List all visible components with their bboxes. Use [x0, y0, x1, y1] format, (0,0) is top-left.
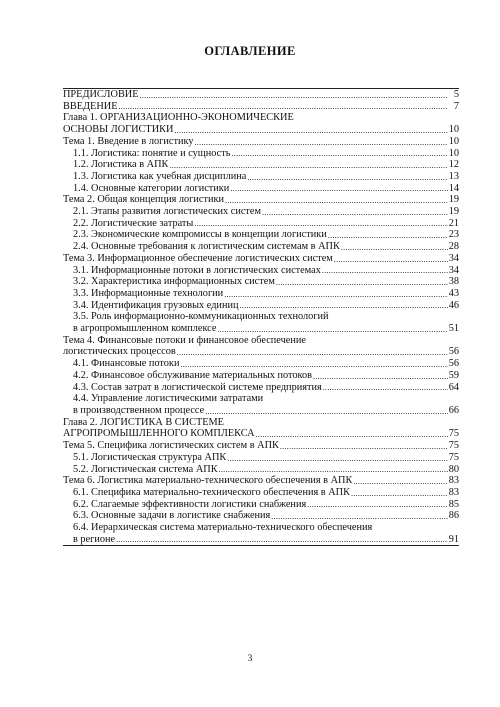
toc-entry[interactable] [63, 300, 459, 312]
toc-entry-line: 4.4. Управление логистическими затратами [73, 393, 264, 405]
toc-entry-page: 51 [448, 323, 459, 335]
toc-entry-title: в производственном процессе [73, 404, 205, 416]
toc-entry-page: 14 [448, 182, 459, 194]
toc-entry[interactable] [63, 136, 459, 148]
dot-leader [323, 382, 448, 393]
dot-leader [140, 90, 448, 101]
toc-entry-title: 3.2. Характеристика информационных систем [73, 276, 275, 288]
toc-entry-line: Глава 1. ОРГАНИЗАЦИОННО-ЭКОНОМИЧЕСКИЕ [63, 112, 294, 124]
toc-entry[interactable] [63, 89, 459, 101]
dot-leader [247, 172, 447, 183]
toc-entry-page: 7 [453, 100, 459, 112]
toc-entry-title: 4.1. Финансовые потоки [73, 358, 180, 370]
dot-leader [256, 429, 448, 440]
toc-entry-title: 3.3. Информационные технологии [73, 287, 224, 299]
toc-entry[interactable] [63, 148, 459, 160]
toc-entry[interactable] [63, 101, 459, 113]
toc-entry-title: логистических процессов [63, 346, 176, 358]
toc-entry[interactable] [63, 487, 459, 499]
dot-leader [180, 359, 447, 370]
toc-entry-page: 34 [448, 252, 459, 264]
toc-entry-title: в агропромышленном комплексе [73, 323, 217, 335]
toc-entry[interactable] [63, 253, 459, 265]
toc-entry[interactable] [63, 159, 459, 171]
toc-entry-page: 43 [448, 287, 459, 299]
toc-entry-line: Тема 4. Финансовые потоки и финансовое обеспечение [63, 334, 306, 346]
toc-entry-title: 6.1. Специфика материально-технического обеспечения в АПК [73, 486, 350, 498]
dot-leader [307, 499, 448, 510]
toc-entry-title: 1.2. Логистика в АПК [73, 159, 169, 171]
toc-entry-page: 46 [448, 299, 459, 311]
toc-entry-title: 3.4. Идентификация грузовых единиц [73, 299, 239, 311]
toc-entry[interactable] [63, 218, 459, 230]
dot-leader [322, 265, 448, 276]
toc-entry[interactable] [63, 452, 459, 464]
toc-entry[interactable] [63, 346, 459, 358]
dot-leader [205, 406, 448, 417]
toc-entry-page: 91 [448, 533, 459, 545]
toc-entry-title: ВВЕДЕНИЕ [63, 100, 118, 112]
toc-entry-title: АГРОПРОМЫШЛЕННОГО КОМПЛЕКСА [63, 428, 255, 440]
toc-entry-title: 2.4. Основные требования к логистическим системам в АПК [73, 241, 340, 253]
toc-entry-title: 5.1. Логистическая структура АПК [73, 451, 227, 463]
toc-entry-page: 59 [448, 369, 459, 381]
toc-entry-page: 5 [453, 89, 459, 100]
toc-entry[interactable] [63, 183, 459, 195]
dot-leader [194, 218, 447, 229]
toc-entry-page: 10 [448, 135, 459, 147]
toc-entry-title: 4.3. Состав затрат в логистической системе предприятия [73, 381, 322, 393]
dot-leader [227, 453, 447, 464]
dot-leader [351, 488, 448, 499]
toc-entry-page: 85 [448, 498, 459, 510]
toc-entry[interactable] [63, 370, 459, 382]
toc-entry-page: 12 [448, 159, 459, 171]
toc-entry-title: 4.2. Финансовое обслуживание материальных потоков [73, 369, 313, 381]
toc-entry-line: 6.4. Иерархическая система материально-технического обеспечения [73, 522, 373, 534]
toc-entry-page: 56 [448, 346, 459, 358]
toc-entry-page: 75 [448, 440, 459, 452]
toc-entry[interactable] [63, 405, 459, 417]
toc-entry-page: 64 [448, 381, 459, 393]
toc-entry-title: 2.2. Логистические затраты [73, 217, 194, 229]
toc-entry[interactable] [63, 276, 459, 288]
dot-leader [116, 534, 448, 545]
toc-entry-page: 10 [448, 147, 459, 159]
toc-entry-line: 3.5. Роль информационно-коммуникационных технологий [73, 311, 329, 323]
dot-leader [334, 254, 448, 265]
toc-entry[interactable] [63, 475, 459, 487]
toc-entry-title: 6.3. Основные задачи в логистике снабжения [73, 510, 271, 522]
toc-entry-page: 21 [448, 217, 459, 229]
toc-entry[interactable] [63, 241, 459, 253]
toc-entry-title: 2.3. Экономические компромиссы в концепции логистики [73, 229, 327, 241]
toc-entry-page: 19 [448, 206, 459, 218]
toc-entry-page: 10 [448, 124, 459, 136]
toc-entry[interactable] [63, 194, 459, 206]
dot-leader [271, 511, 447, 522]
toc-entry-title: Тема 1. Введение в логистику [63, 135, 194, 147]
toc-entry[interactable] [63, 124, 459, 136]
toc-entry-title: 2.1. Этапы развития логистических систем [73, 206, 262, 218]
table-of-contents [63, 88, 459, 546]
dot-leader [225, 195, 448, 206]
toc-entry[interactable] [63, 288, 459, 300]
toc-entry-title: ПРЕДИСЛОВИЕ [63, 89, 139, 100]
dot-leader [276, 277, 448, 288]
dot-leader [341, 242, 448, 253]
dot-leader [328, 230, 448, 241]
toc-entry[interactable] [63, 265, 459, 277]
toc-entry-title: Тема 3. Информационное обеспечение логистических систем [63, 252, 333, 264]
toc-entry-page: 83 [448, 486, 459, 498]
toc-entry-page: 38 [448, 276, 459, 288]
toc-entry-title: 3.1. Информационные потоки в логистических системах [73, 264, 321, 276]
toc-entry-page: 75 [448, 451, 459, 463]
toc-entry[interactable] [63, 440, 459, 452]
toc-entry[interactable] [63, 382, 459, 394]
toc-entry-page: 19 [448, 194, 459, 206]
toc-entry[interactable] [63, 428, 459, 440]
toc-entry-title: ОСНОВЫ ЛОГИСТИКИ [63, 124, 174, 136]
dot-leader [262, 207, 448, 218]
toc-entry-title: в регионе [73, 533, 116, 545]
dot-leader [177, 347, 448, 358]
toc-entry-line: Глава 2. ЛОГИСТИКА В СИСТЕМЕ [63, 416, 224, 428]
dot-leader [174, 125, 447, 136]
toc-entry-page: 80 [448, 463, 459, 475]
toc-entry-page: 34 [448, 264, 459, 276]
dot-leader [239, 300, 447, 311]
toc-entry-page: 13 [448, 170, 459, 182]
toc-entry-page: 75 [448, 428, 459, 440]
page-number: 3 [247, 654, 253, 664]
toc-entry-title: 6.2. Слагаемые эффективности логистики снабжения [73, 498, 307, 510]
page-title: ОГЛАВЛЕНИЕ [204, 44, 296, 58]
dot-leader [313, 371, 448, 382]
toc-entry-page: 23 [448, 229, 459, 241]
toc-entry[interactable] [63, 534, 459, 546]
toc-entry[interactable] [63, 358, 459, 370]
toc-entry-page: 83 [448, 475, 459, 487]
toc-entry[interactable] [63, 510, 459, 522]
toc-entry[interactable] [63, 206, 459, 218]
toc-entry[interactable] [63, 323, 459, 335]
toc-entry-title: 5.2. Логистическая система АПК [73, 463, 218, 475]
toc-entry[interactable] [63, 464, 459, 476]
dot-leader [230, 183, 447, 194]
dot-leader [280, 441, 448, 452]
toc-entry-page: 56 [448, 358, 459, 370]
toc-entry-title: Тема 5. Специфика логистических систем в АПК [63, 440, 279, 452]
toc-entry-title: 1.4. Основные категории логистики [73, 182, 230, 194]
toc-entry-page: 28 [448, 241, 459, 253]
dot-leader [217, 324, 447, 335]
toc-entry[interactable] [63, 171, 459, 183]
toc-entry-page: 66 [448, 404, 459, 416]
toc-entry-title: 1.3. Логистика как учебная дисциплина [73, 170, 247, 182]
toc-entry[interactable] [63, 499, 459, 511]
toc-entry-title: Тема 6. Логистика материально-технического обеспечения в АПК [63, 475, 353, 487]
dot-leader [224, 289, 448, 300]
toc-entry-title: 1.1. Логистика: понятие и сущность [73, 147, 231, 159]
toc-entry-page: 86 [448, 510, 459, 522]
toc-entry-title: Тема 2. Общая концепция логистики [63, 194, 225, 206]
dot-leader [353, 476, 447, 487]
dot-leader [231, 148, 447, 159]
dot-leader [194, 137, 447, 148]
toc-entry[interactable] [63, 229, 459, 241]
dot-leader [219, 464, 448, 475]
dot-leader [119, 101, 448, 112]
dot-leader [169, 160, 447, 171]
